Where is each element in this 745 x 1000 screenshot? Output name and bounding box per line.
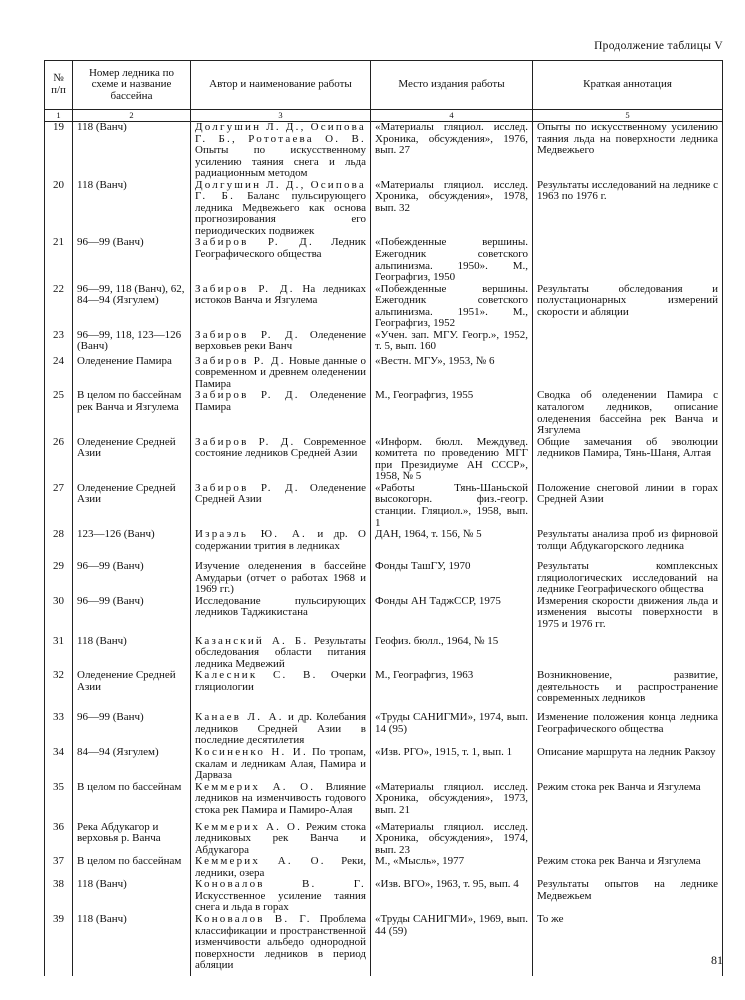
table-row bbox=[45, 914, 723, 976]
row-number: 39 bbox=[45, 914, 73, 976]
header-place: Место издания работы bbox=[371, 61, 533, 110]
author-cell bbox=[191, 822, 371, 857]
author-cell bbox=[191, 636, 371, 671]
glacier-cell: 96—99, 118 (Ванч), 62, 84—94 (Язгулем) bbox=[73, 284, 191, 330]
work-title: Искусственное усиление таяния снега и льда в горах bbox=[195, 889, 366, 914]
annotation-cell: Положение снеговой линии в горах Средней Азии bbox=[533, 483, 723, 529]
author-name: Забиров Р. Д. bbox=[195, 355, 286, 367]
author-cell bbox=[191, 330, 371, 356]
work-title: Оледенение Средней Азии bbox=[195, 482, 366, 506]
author-cell bbox=[191, 180, 371, 238]
author-cell bbox=[191, 747, 371, 782]
publication-cell: «Побежденные вершины. Ежегодник советского альпинизма. 1950». М., Географгиз, 1950 bbox=[371, 237, 533, 283]
author-cell bbox=[191, 483, 371, 529]
work-title: Оледенение Памира bbox=[195, 390, 366, 414]
publication-cell: «Вестн. МГУ», 1953, № 6 bbox=[371, 356, 533, 391]
work-title: Новые данные о современном и древнем оледенении Памира bbox=[195, 355, 367, 390]
table-row bbox=[45, 636, 723, 671]
publication-cell: «Труды САНИГМИ», 1974, вып. 14 (95) bbox=[371, 712, 533, 747]
author-name: Долгушин Л. Д., Осипова Г. Б. bbox=[195, 179, 366, 203]
publication-cell: «Материалы гляциол. исслед. Хроника, обсуждения», 1976, вып. 27 bbox=[371, 122, 533, 180]
row-number: 38 bbox=[45, 879, 73, 914]
work-title: Исследование пульсирующих ледников Таджикистана bbox=[195, 595, 366, 619]
table-caption: Продолжение таблицы V bbox=[594, 40, 723, 52]
glacier-cell: В целом по бассейнам рек Ванча и Язгулема bbox=[73, 390, 191, 436]
work-title: Ледник Географического общества bbox=[195, 237, 366, 261]
header-number-2: 2 bbox=[73, 110, 191, 122]
work-title: и др. О содержании трития в ледниках bbox=[195, 529, 366, 552]
author-name: Калесник С. В. bbox=[195, 670, 318, 682]
header-annotation: Краткая аннотация bbox=[533, 61, 723, 110]
work-title: На ледниках истоков Ванча и Язгулема bbox=[195, 283, 367, 307]
table-row bbox=[45, 390, 723, 436]
glacier-cell: 96—99 (Ванч) bbox=[73, 712, 191, 747]
header-number-4: 4 bbox=[371, 110, 533, 122]
glacier-cell: Оледенение Памира bbox=[73, 356, 191, 391]
glacier-cell: 123—126 (Ванч) bbox=[73, 529, 191, 561]
publication-cell: «Учен. зап. МГУ. Геогр.», 1952, т. 5, вып. 160 bbox=[371, 330, 533, 356]
publication-cell: Геофиз. бюлл., 1964, № 15 bbox=[371, 636, 533, 671]
author-name: Кеммерих А. О. bbox=[195, 821, 303, 833]
glacier-cell: Оледенение Средней Азии bbox=[73, 483, 191, 529]
row-number: 37 bbox=[45, 856, 73, 879]
header-glacier: Номер ледника по схеме и название бассейна bbox=[73, 61, 191, 110]
work-title: Оледенение верховьев реки Ванч bbox=[195, 329, 366, 353]
work-title: Режим стока ледниковых рек Ванча и Абдукагора bbox=[195, 821, 366, 856]
work-title: и др. Колебания ледников Средней Азии в последние десятилетия bbox=[195, 712, 367, 747]
row-number: 34 bbox=[45, 747, 73, 782]
author-name: Казанский А. Б. bbox=[195, 635, 309, 647]
table-row bbox=[45, 284, 723, 330]
work-title: Влияние ледников на изменчивость годового стока рек Памира и Памиро-Алая bbox=[195, 781, 366, 816]
publication-cell: «Побежденные вершины. Ежегодник советского альпинизма. 1951». М., Географгиз, 1952 bbox=[371, 284, 533, 330]
page-number: 81 bbox=[711, 953, 723, 967]
row-number: 29 bbox=[45, 561, 73, 596]
row-number: 32 bbox=[45, 670, 73, 712]
annotation-cell bbox=[533, 330, 723, 356]
table-row bbox=[45, 529, 723, 561]
table-row bbox=[45, 822, 723, 857]
annotation-cell: Возникновение, развитие, деятельность и распространение современных ледников bbox=[533, 670, 723, 712]
publication-cell: «Материалы гляциол. исслед. Хроника, обсуждения», 1978, вып. 32 bbox=[371, 180, 533, 238]
publication-cell: «Работы Тянь-Шаньской высокогорн. физ.-геогр. станции. Гляциол.», 1958, вып. 1 bbox=[371, 483, 533, 529]
header-number-5: 5 bbox=[533, 110, 723, 122]
author-name: Забиров Р. Д. bbox=[195, 390, 300, 402]
table-row bbox=[45, 747, 723, 782]
table-row bbox=[45, 483, 723, 529]
table-row bbox=[45, 670, 723, 712]
publication-cell: «Материалы гляциол. исслед. Хроника, обсуждения», 1974, вып. 23 bbox=[371, 822, 533, 857]
table-row bbox=[45, 596, 723, 636]
row-number: 22 bbox=[45, 284, 73, 330]
annotation-cell: Результаты анализа проб из фирновой толщи Абдукагорского ледника bbox=[533, 529, 723, 561]
row-number: 23 bbox=[45, 330, 73, 356]
work-title: Опыты по искусственному усилению таяния снега и льда радиационным методом bbox=[195, 144, 366, 180]
table-row bbox=[45, 437, 723, 483]
table-row bbox=[45, 561, 723, 596]
row-number: 28 bbox=[45, 529, 73, 561]
annotation-cell: Результаты опытов на леднике Медвежьем bbox=[533, 879, 723, 914]
author-cell bbox=[191, 596, 371, 636]
publication-cell: «Труды САНИГМИ», 1969, вып. 44 (59) bbox=[371, 914, 533, 976]
row-number: 24 bbox=[45, 356, 73, 391]
row-number: 26 bbox=[45, 437, 73, 483]
table-row bbox=[45, 180, 723, 238]
annotation-cell: Режим стока рек Ванча и Язгулема bbox=[533, 856, 723, 879]
annotation-cell: Результаты исследований на леднике с 1963 по 1976 г. bbox=[533, 180, 723, 238]
header-number-1: 1 bbox=[45, 110, 73, 122]
row-number: 20 bbox=[45, 180, 73, 238]
annotation-cell: Описание маршрута на ледник Ракзоу bbox=[533, 747, 723, 782]
author-cell bbox=[191, 670, 371, 712]
glacier-cell: В целом по бассейнам bbox=[73, 782, 191, 822]
annotation-cell: Сводка об оледенении Памира с каталогом ледников, описание оледенения бассейна рек Ванча и Язгулема bbox=[533, 390, 723, 436]
glacier-cell: 118 (Ванч) bbox=[73, 879, 191, 914]
author-cell bbox=[191, 390, 371, 436]
publication-cell: ДАН, 1964, т. 156, № 5 bbox=[371, 529, 533, 561]
author-name: Долгушин Л. Д., Осипова Г. Б., Рототаева О. В. bbox=[195, 121, 366, 145]
glacier-cell: 118 (Ванч) bbox=[73, 122, 191, 180]
row-number: 31 bbox=[45, 636, 73, 671]
author-cell bbox=[191, 356, 371, 391]
work-title: Баланс пульсирующего ледника Медвежьего как основа прогнозирования его периодических подвижек bbox=[195, 190, 366, 237]
row-number: 25 bbox=[45, 390, 73, 436]
work-title: Результаты обследования области питания ледника Медвежий bbox=[195, 635, 367, 670]
glacier-cell: 96—99, 118, 123—126 (Ванч) bbox=[73, 330, 191, 356]
table-row bbox=[45, 122, 723, 180]
table-row bbox=[45, 330, 723, 356]
table-row bbox=[45, 356, 723, 391]
table-row bbox=[45, 782, 723, 822]
publication-cell: М., «Мысль», 1977 bbox=[371, 856, 533, 879]
author-name: Коновалов В. Г. bbox=[195, 879, 366, 891]
glacier-cell: 118 (Ванч) bbox=[73, 636, 191, 671]
annotation-cell: Опыты по искусственному усилению таяния льда на поверхности ледника Медвежьего bbox=[533, 122, 723, 180]
author-cell bbox=[191, 879, 371, 914]
publication-cell: «Изв. РГО», 1915, т. 1, вып. 1 bbox=[371, 747, 533, 782]
author-name: Забиров Р. Д. bbox=[195, 237, 314, 249]
table-row bbox=[45, 712, 723, 747]
table-body bbox=[45, 122, 723, 976]
glacier-cell: 96—99 (Ванч) bbox=[73, 596, 191, 636]
glacier-cell: Оледенение Средней Азии bbox=[73, 670, 191, 712]
table-row bbox=[45, 879, 723, 914]
publication-cell: «Изв. ВГО», 1963, т. 95, вып. 4 bbox=[371, 879, 533, 914]
work-title: По тропам, скалам и ледникам Алая, Памира и Дарваза bbox=[195, 746, 366, 782]
publication-cell: «Информ. бюлл. Междувед. комитета по проведению МГГ при Президиуме АН СССР», 1958, № 5 bbox=[371, 437, 533, 483]
annotation-cell: Результаты обследования и полустационарных измерений скорости и абляции bbox=[533, 284, 723, 330]
author-name: Израэль Ю. А. bbox=[195, 529, 307, 541]
row-number: 27 bbox=[45, 483, 73, 529]
row-number: 21 bbox=[45, 237, 73, 283]
author-cell bbox=[191, 782, 371, 822]
annotation-cell bbox=[533, 636, 723, 671]
author-cell bbox=[191, 122, 371, 180]
row-number: 33 bbox=[45, 712, 73, 747]
author-name: Кеммерих А. О. bbox=[195, 856, 326, 868]
author-name: Забиров Р. Д. bbox=[195, 329, 300, 341]
glacier-cell: В целом по бассейнам bbox=[73, 856, 191, 879]
publication-cell: М., Географгиз, 1963 bbox=[371, 670, 533, 712]
annotation-cell: То же bbox=[533, 914, 723, 976]
annotation-cell: Общие замечания об эволюции ледников Памира, Тянь-Шаня, Алтая bbox=[533, 437, 723, 483]
row-number: 35 bbox=[45, 782, 73, 822]
publication-cell: М., Географгиз, 1955 bbox=[371, 390, 533, 436]
author-cell bbox=[191, 561, 371, 596]
publication-cell: Фонды ТашГУ, 1970 bbox=[371, 561, 533, 596]
author-cell bbox=[191, 437, 371, 483]
glacier-cell: Река Абдукагор и верховья р. Ванча bbox=[73, 822, 191, 857]
author-cell bbox=[191, 284, 371, 330]
author-name: Кеммерих А. О. bbox=[195, 781, 316, 793]
author-cell bbox=[191, 914, 371, 976]
annotation-cell: Изменение положения конца ледника Географического общества bbox=[533, 712, 723, 747]
glacier-cell: 96—99 (Ванч) bbox=[73, 237, 191, 283]
publication-cell: Фонды АН ТаджССР, 1975 bbox=[371, 596, 533, 636]
glacier-cell: Оледенение Средней Азии bbox=[73, 437, 191, 483]
author-name: Канаев Л. А. bbox=[195, 712, 284, 724]
author-cell bbox=[191, 237, 371, 283]
annotation-cell bbox=[533, 356, 723, 391]
row-number: 19 bbox=[45, 122, 73, 180]
publication-cell: «Материалы гляциол. исслед. Хроника, обсуждения», 1973, вып. 21 bbox=[371, 782, 533, 822]
author-name: Коновалов В. Г. bbox=[195, 913, 312, 925]
row-number: 36 bbox=[45, 822, 73, 857]
work-title: Изучение оледенения в бассейне Амударьи (отчет о работах 1968 и 1969 гг.) bbox=[195, 561, 366, 596]
work-title: Реки, ледники, озера bbox=[195, 856, 367, 879]
row-number: 30 bbox=[45, 596, 73, 636]
glacier-cell: 84—94 (Язгулем) bbox=[73, 747, 191, 782]
bibliography-table bbox=[44, 60, 723, 976]
glacier-cell: 118 (Ванч) bbox=[73, 180, 191, 238]
author-cell bbox=[191, 529, 371, 561]
header-number-3: 3 bbox=[191, 110, 371, 122]
glacier-cell: 118 (Ванч) bbox=[73, 914, 191, 976]
header-num: № п/п bbox=[45, 61, 73, 110]
glacier-cell: 96—99 (Ванч) bbox=[73, 561, 191, 596]
work-title: Современное состояние ледников Средней Азии bbox=[195, 436, 366, 460]
author-cell bbox=[191, 712, 371, 747]
author-name: Косиненко Н. И. bbox=[195, 746, 308, 758]
author-name: Забиров Р. Д. bbox=[195, 482, 300, 494]
annotation-cell: Результаты комплексных гляциологических исследований на леднике Географического общества bbox=[533, 561, 723, 596]
annotation-cell bbox=[533, 822, 723, 857]
annotation-cell: Измерения скорости движения льда и изменения высоты поверхности в 1975 и 1976 гг. bbox=[533, 596, 723, 636]
work-title: Очерки гляциологии bbox=[195, 670, 366, 693]
author-name: Забиров Р. Д. bbox=[195, 283, 295, 295]
table-row bbox=[45, 856, 723, 879]
author-cell bbox=[191, 856, 371, 879]
table-row bbox=[45, 237, 723, 283]
author-name: Забиров Р. Д. bbox=[195, 436, 296, 448]
annotation-cell bbox=[533, 237, 723, 283]
annotation-cell: Режим стока рек Ванча и Язгулема bbox=[533, 782, 723, 822]
work-title: Проблема классификации и пространственной изменчивости альбедо однородной поверхности ледников в период абляции bbox=[195, 913, 367, 972]
header-author: Автор и наименование работы bbox=[191, 61, 371, 110]
table-header bbox=[45, 61, 723, 122]
